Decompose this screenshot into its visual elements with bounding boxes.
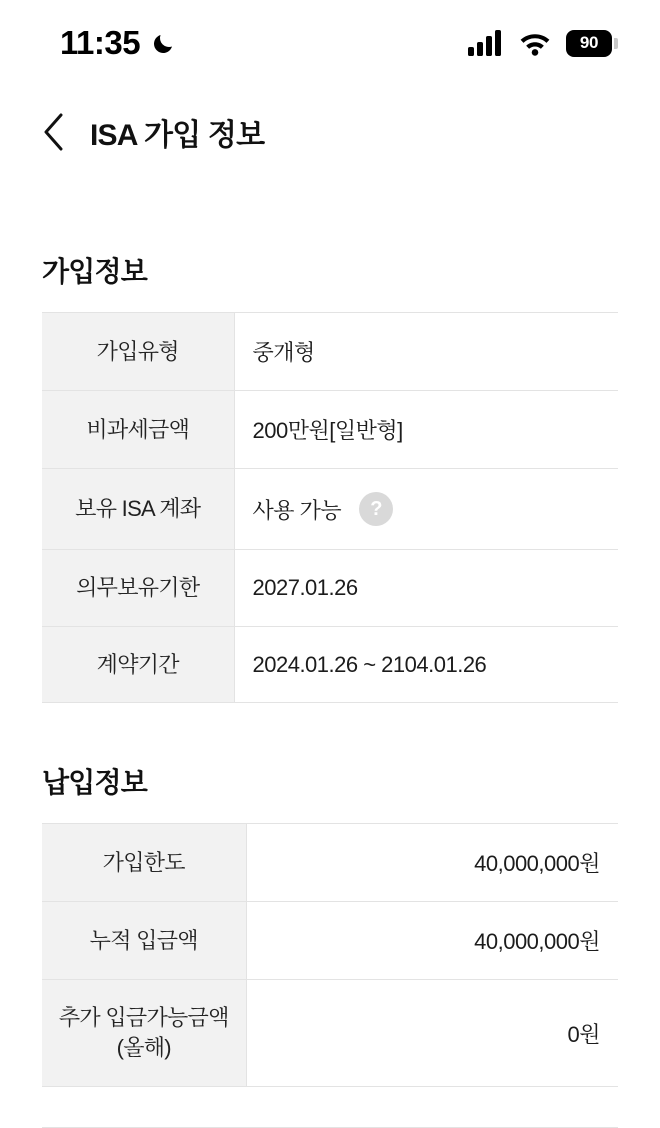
row-value: 중개형 (252, 340, 315, 365)
status-bar-left (60, 24, 176, 62)
status-bar-right (468, 30, 618, 57)
moon-icon (152, 31, 176, 55)
page-content (0, 250, 660, 1128)
section-title-payment: 납입정보 (42, 767, 147, 799)
table-row (42, 980, 618, 1086)
row-label: 가입한도 (42, 824, 246, 902)
cellular-signal-icon (468, 30, 504, 56)
table-row (42, 626, 618, 703)
table-row (42, 391, 618, 469)
section-subscription-info (42, 250, 618, 703)
row-value: 40,000,000원 (474, 929, 600, 955)
row-label: 보유 ISA 계좌 (42, 469, 234, 550)
row-value: 2027.01.26 (252, 574, 358, 600)
battery-level-label: 90 (579, 33, 599, 52)
navigation-bar (0, 86, 660, 178)
row-label: 비과세금액 (42, 391, 234, 469)
status-time: 11:35 (60, 24, 141, 61)
wifi-icon (518, 30, 552, 56)
row-value-cell (234, 469, 618, 550)
row-label: 계약기간 (42, 626, 234, 703)
chevron-left-icon (42, 113, 64, 151)
status-bar (0, 0, 660, 86)
row-label: 의무보유기한 (42, 550, 234, 627)
section-title-subscription: 가입정보 (42, 256, 147, 287)
row-value: 사용 가능 (252, 497, 342, 523)
table-row (42, 902, 618, 980)
battery-icon (566, 30, 618, 57)
table-row (42, 313, 618, 391)
table-row (42, 469, 618, 550)
row-value: 2024.01.26 ~ 2104.01.26 (252, 651, 487, 677)
row-value: 0원 (567, 1021, 600, 1047)
subscription-info-table (42, 312, 618, 703)
table-row (42, 824, 618, 902)
page-title: ISA 가입 정보 (90, 119, 265, 152)
row-label: 가입유형 (42, 313, 234, 391)
row-label: 누적 입금액 (42, 902, 246, 980)
table-row (42, 550, 618, 627)
back-button[interactable] (38, 110, 68, 154)
help-icon[interactable]: ? (359, 492, 393, 526)
payment-info-table (42, 823, 618, 1086)
section-payment-info (42, 761, 618, 1127)
row-value: 40,000,000원 (474, 851, 600, 877)
row-label: 추가 입금가능금액 (올해) (42, 980, 246, 1086)
row-value: 200만원[일반형] (252, 418, 403, 443)
